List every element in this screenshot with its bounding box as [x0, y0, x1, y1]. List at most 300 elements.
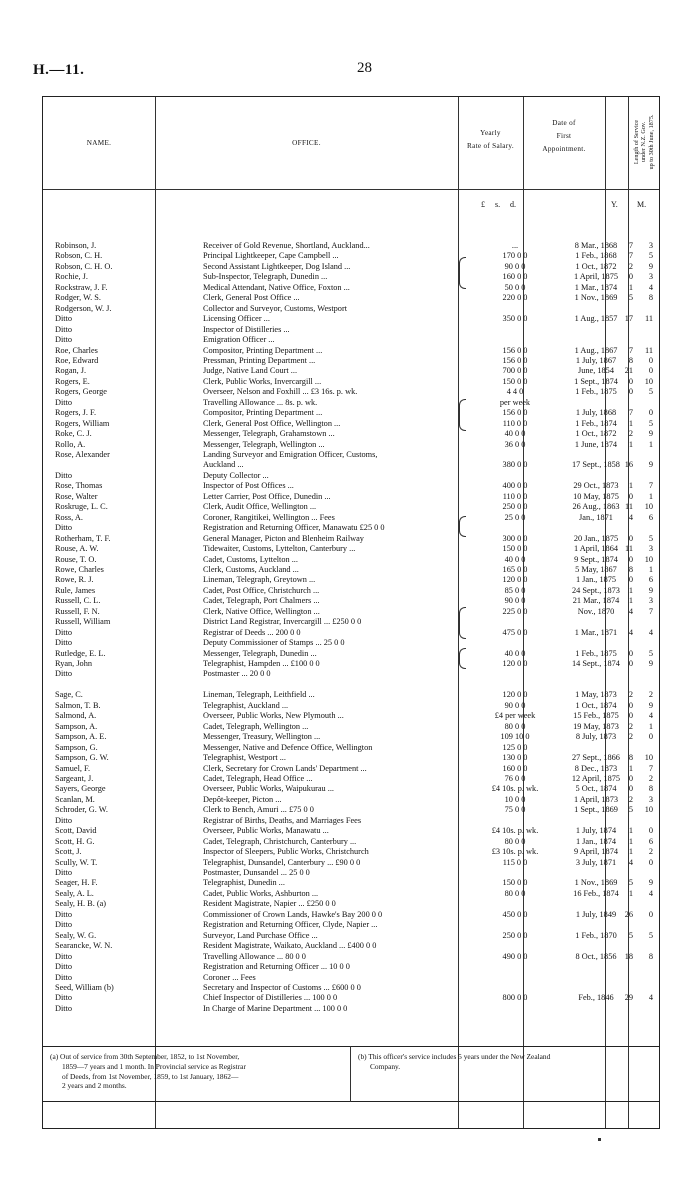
table-row: [43, 920, 659, 930]
group-brace: [459, 257, 466, 289]
months-cell: 6: [648, 575, 653, 585]
office-cell: Secretary and Inspector of Customs ... £600 0 0: [203, 982, 361, 992]
table-row: [43, 440, 659, 450]
unit-shillings: s.: [495, 200, 501, 209]
group-brace: [459, 648, 466, 669]
table-row: [43, 983, 659, 993]
salary-cell: 220 0 0: [502, 293, 528, 303]
footnote-divider: [350, 1046, 351, 1102]
name-cell: Rogers, E.: [55, 376, 90, 386]
salary-cell: 10 0 0: [504, 794, 526, 804]
months-cell: 10: [644, 376, 653, 386]
months-cell: 2: [648, 773, 653, 783]
date-cell: 1 Nov., 1869: [574, 878, 618, 888]
date-cell: 14 Sept., 1874: [572, 659, 620, 668]
office-cell: Inspector of Post Offices ...: [203, 481, 294, 491]
years-cell: 18: [624, 951, 633, 961]
date-cell: 1 Feb., 1870: [575, 930, 617, 940]
salary-cell: 800 0 0: [502, 993, 528, 1003]
months-cell: 10: [644, 753, 653, 763]
date-cell: 1 Oct., 1872: [575, 429, 617, 439]
table-row: [43, 805, 659, 815]
salary-cell: 36 0 0: [504, 439, 526, 449]
years-cell: 5: [628, 930, 633, 940]
table-row: [43, 899, 659, 909]
salary-cell: 150 0 0: [502, 376, 528, 386]
name-cell: Ditto: [55, 324, 73, 334]
months-cell: 5: [648, 387, 653, 397]
years-cell: 1: [628, 763, 633, 773]
months-cell: 6: [648, 836, 653, 846]
months-cell: 7: [648, 481, 653, 491]
salary-cell: 156 0 0: [502, 345, 528, 355]
months-cell: 9: [648, 659, 653, 668]
office-cell: Coroner, Rangitikei, Wellington ... Fees: [203, 512, 335, 522]
date-cell: 9 Sept., 1874: [574, 554, 618, 564]
name-cell: Rutledge, E. L.: [55, 648, 106, 658]
date-cell: 9 April, 1874: [573, 847, 619, 857]
office-cell: Principal Lightkeeper, Cape Campbell ...: [203, 251, 339, 261]
salary-cell: 90 0 0: [504, 261, 526, 271]
months-cell: 3: [648, 544, 653, 554]
date-cell: 1 Sept., 1874: [574, 376, 618, 386]
salary-cell: 125 0 0: [502, 742, 528, 752]
name-cell: Salmond, A.: [55, 711, 97, 721]
office-cell: Inspector of Distilleries ...: [203, 324, 290, 334]
name-cell: Ross, A.: [55, 512, 83, 522]
salary-cell: 75 0 0: [504, 805, 526, 815]
office-cell: General Manager, Picton and Blenheim Railway: [203, 533, 364, 543]
table-row: [43, 586, 659, 596]
salary-cell: 80 0 0: [504, 721, 526, 731]
date-cell: 1 Nov., 1869: [574, 293, 618, 303]
salary-cell: 165 0 0: [502, 564, 528, 574]
years-cell: 1: [628, 439, 633, 449]
table-row: [43, 293, 659, 303]
table-row: [43, 858, 659, 868]
name-cell: Ditto: [55, 909, 73, 919]
name-cell: Rose, Thomas: [55, 481, 103, 491]
months-cell: 8: [648, 951, 653, 961]
name-cell: Ditto: [55, 993, 73, 1003]
office-cell: Second Assistant Lightkeeper, Dog Island ...: [203, 261, 351, 271]
months-cell: 3: [648, 596, 653, 606]
name-cell: Ryan, John: [55, 659, 93, 668]
table-row: [43, 534, 659, 544]
table-row: [43, 617, 659, 627]
office-cell: Cadet, Telegraph, Head Office ...: [203, 773, 313, 783]
date-cell: 1 Oct., 1872: [575, 261, 617, 271]
months-cell: 9: [648, 429, 653, 439]
table-row: [43, 784, 659, 794]
date-header-line: Date of: [552, 119, 576, 127]
years-cell: 4: [628, 857, 633, 867]
months-cell: 11: [645, 345, 653, 355]
years-cell: 1: [628, 481, 633, 491]
name-cell: Rose, Alexander: [55, 450, 110, 459]
name-cell: Sealy, H. B. (a): [55, 899, 107, 909]
page-number: 28: [357, 60, 372, 76]
table-row: [43, 304, 659, 314]
footnote-line: Company.: [370, 1061, 401, 1071]
salary-cell: 156 0 0: [502, 355, 528, 365]
years-cell: 5: [628, 293, 633, 303]
years-cell: 8: [628, 753, 633, 763]
name-cell: Ditto: [55, 314, 73, 324]
table-row: [43, 460, 659, 470]
salary-cell: 160 0 0: [502, 763, 528, 773]
years-cell: 0: [628, 648, 633, 658]
date-cell: 5 May, 1867: [575, 564, 617, 574]
office-cell: Telegraphist, Auckland ...: [203, 700, 289, 710]
date-cell: 1 April, 1873: [573, 794, 619, 804]
date-cell: 27 Sept., 1866: [572, 753, 620, 763]
months-cell: 0: [648, 857, 653, 867]
salary-cell: 156 0 0: [502, 408, 528, 418]
office-cell: Depôt-keeper, Picton ...: [203, 794, 282, 804]
name-cell: Sargeant, J.: [55, 773, 94, 783]
table-row: [43, 481, 659, 491]
months-cell: 1: [648, 439, 653, 449]
unit-pence: d.: [510, 200, 516, 209]
name-cell: Rouse, A. W.: [55, 544, 99, 554]
office-cell: Messenger, Telegraph, Wellington ...: [203, 439, 325, 449]
salary-cell: 109 10 0: [500, 732, 530, 742]
table-row: [43, 575, 659, 585]
salary-cell: 40 0 0: [504, 648, 526, 658]
office-cell: Deputy Collector ...: [203, 470, 269, 480]
table-row: [43, 366, 659, 376]
name-cell: Robinson, J.: [55, 241, 97, 250]
date-cell: 1 Feb., 1875: [575, 648, 617, 658]
months-cell: 6: [648, 512, 653, 522]
salary-cell: £4 10s. p. wk.: [491, 826, 539, 836]
date-cell: 3 July, 1871: [575, 857, 617, 867]
months-cell: 0: [648, 366, 653, 376]
name-cell: Sampson, A.: [55, 721, 98, 731]
months-cell: 9: [648, 585, 653, 595]
name-cell: Seager, H. F.: [55, 878, 98, 888]
name-cell: Scott, David: [55, 826, 97, 836]
group-brace: [459, 516, 466, 537]
months-cell: 8: [648, 293, 653, 303]
name-cell: Robson, C. H.: [55, 251, 103, 261]
years-cell: 2: [628, 732, 633, 742]
years-cell: 0: [628, 784, 633, 794]
date-cell: Nov., 1870: [577, 606, 615, 616]
table-row: [43, 764, 659, 774]
unit-pounds: £: [481, 200, 485, 209]
table-row: [43, 889, 659, 899]
years-cell: 16: [624, 460, 633, 470]
table-row: [43, 346, 659, 356]
months-cell: 1: [648, 721, 653, 731]
table-row: [43, 314, 659, 324]
office-cell: Lineman, Telegraph, Leithfield ...: [203, 690, 315, 700]
months-cell: 2: [648, 847, 653, 857]
office-cell: Cadet, Public Works, Ashburton ...: [203, 888, 319, 898]
office-cell: Messenger, Native and Defence Office, Wellington: [203, 742, 373, 752]
table-row: [43, 701, 659, 711]
salary-cell: £3 10s. p. wk.: [491, 847, 539, 857]
service-header-line: under N.Z. Gov.: [640, 121, 648, 163]
office-cell: Registrar of Deeds ... 200 0 0: [203, 627, 301, 637]
name-cell: Seed, William (b): [55, 982, 114, 992]
office-cell: Messenger, Telegraph, Dunedin ...: [203, 648, 317, 658]
years-cell: 0: [628, 575, 633, 585]
office-cell: Cadet, Telegraph, Port Chalmers ...: [203, 596, 320, 606]
date-cell: 8 July, 1873: [575, 732, 617, 742]
years-cell: 1: [628, 282, 633, 292]
months-cell: 4: [648, 282, 653, 292]
months-cell: 7: [648, 763, 653, 773]
years-cell: 21: [624, 366, 633, 376]
name-cell: Ditto: [55, 397, 73, 407]
months-cell: 5: [648, 648, 653, 658]
months-cell: 0: [648, 355, 653, 365]
date-cell: 1 Feb., 1875: [575, 387, 617, 397]
salary-cell: 150 0 0: [502, 878, 528, 888]
office-cell: Messenger, Treasury, Wellington ...: [203, 732, 321, 742]
years-cell: 0: [628, 711, 633, 721]
months-cell: 0: [648, 826, 653, 836]
office-cell: Coroner ... Fees: [203, 972, 256, 982]
office-cell: Collector and Surveyor, Customs, Westport: [203, 303, 348, 313]
date-cell: June, 1854: [578, 366, 614, 376]
name-cell: Ditto: [55, 470, 73, 480]
salary-cell: 120 0 0: [502, 659, 528, 668]
date-cell: 12 April, 1875: [571, 773, 621, 783]
months-cell: 10: [644, 502, 653, 512]
months-cell: 3: [648, 241, 653, 250]
months-cell: 5: [648, 930, 653, 940]
years-cell: 1: [628, 836, 633, 846]
salary-cell: 130 0 0: [502, 753, 528, 763]
table-row: [43, 565, 659, 575]
salary-cell: 80 0 0: [504, 888, 526, 898]
office-cell: Telegraphist, Dunsandel, Canterbury ... £90 0 0: [203, 857, 361, 867]
years-cell: 1: [628, 847, 633, 857]
years-cell: 17: [624, 314, 633, 324]
table-row: [43, 878, 659, 888]
office-cell: Registration and Returning Officer ... 10 0 0: [203, 962, 350, 972]
table-row: [43, 398, 659, 408]
date-cell: 1 Oct., 1874: [575, 700, 617, 710]
years-cell: 7: [628, 408, 633, 418]
date-cell: 1 Jan., 1875: [575, 575, 617, 585]
office-cell: In Charge of Marine Department ... 100 0 0: [203, 1003, 348, 1013]
footnote-line: 2 years and 2 months.: [62, 1081, 127, 1091]
table-row: [43, 272, 659, 282]
document-series: H.—11.: [33, 62, 85, 78]
name-cell: Ditto: [55, 815, 73, 825]
date-cell: 8 Mar., 1868: [574, 241, 618, 250]
years-cell: 29: [624, 993, 633, 1003]
years-cell: 1: [628, 888, 633, 898]
table-row: [43, 638, 659, 648]
table-row: [43, 408, 659, 418]
years-cell: 1: [628, 585, 633, 595]
name-cell: Scott, J.: [55, 847, 82, 857]
months-cell: 3: [648, 272, 653, 282]
years-cell: 7: [628, 251, 633, 261]
salary-cell: 76 0 0: [504, 773, 526, 783]
table-row: [43, 283, 659, 293]
group-brace: [459, 607, 466, 639]
table-row: [43, 450, 659, 460]
office-cell: Compositor, Printing Department ...: [203, 408, 323, 418]
salary-cell: £4 10s. p. wk.: [491, 784, 539, 794]
years-cell: 26: [624, 909, 633, 919]
name-cell: Sage, C.: [55, 690, 83, 700]
table-row: [43, 241, 659, 251]
years-cell: 5: [628, 878, 633, 888]
date-cell: 5 Oct., 1874: [575, 784, 617, 794]
salary-cell: 50 0 0: [504, 282, 526, 292]
months-cell: 0: [648, 732, 653, 742]
months-cell: 9: [648, 700, 653, 710]
service-header-line: Length of Service: [632, 119, 640, 165]
date-cell: 1 June, 1874: [574, 439, 618, 449]
name-cell: Rodgerson, W. J.: [55, 303, 112, 313]
date-cell: 1 Sept., 1869: [574, 805, 618, 815]
years-cell: 2: [628, 794, 633, 804]
office-cell: Resident Magistrate, Napier ... £250 0 0: [203, 899, 336, 909]
date-cell: 8 Oct., 1856: [575, 951, 617, 961]
table-row: [43, 711, 659, 721]
office-cell: District Land Registrar, Invercargill ... £250 0 0: [203, 617, 362, 627]
table-row: [43, 952, 659, 962]
table-row: [43, 628, 659, 638]
salary-cell: ...: [511, 241, 519, 250]
months-cell: 4: [648, 888, 653, 898]
header-rule: [43, 189, 659, 190]
name-cell: Rodger, W. S.: [55, 293, 101, 303]
years-cell: 11: [625, 502, 633, 512]
date-cell: 26 Aug., 1863: [572, 502, 620, 512]
months-cell: 10: [644, 554, 653, 564]
date-cell: 20 Jan., 1875: [573, 533, 619, 543]
name-cell: Robson, C. H. O.: [55, 261, 113, 271]
years-cell: 0: [628, 773, 633, 783]
date-cell: 15 Feb., 1875: [573, 711, 619, 721]
group-brace: [459, 399, 466, 431]
unit-years: Y.: [611, 200, 618, 209]
name-cell: Scanlan, M.: [55, 794, 95, 804]
name-cell: Ditto: [55, 868, 73, 877]
months-cell: 1: [648, 564, 653, 574]
table-row: [43, 659, 659, 669]
table-row: [43, 868, 659, 878]
months-cell: 10: [644, 805, 653, 815]
salary-cell: 85 0 0: [504, 585, 526, 595]
name-cell: Rogers, William: [55, 418, 110, 428]
months-cell: 2: [648, 690, 653, 700]
date-cell: Jan., 1871: [579, 512, 613, 522]
table-row: [43, 492, 659, 502]
name-cell: Scott, H. G.: [55, 836, 95, 846]
table-row: [43, 826, 659, 836]
name-cell: Ditto: [55, 962, 73, 972]
page-mark: [598, 1138, 601, 1141]
office-cell: Chief Inspector of Distilleries ... 100 0 0: [203, 993, 338, 1003]
years-cell: 2: [628, 690, 633, 700]
months-cell: 1: [648, 491, 653, 501]
name-cell: Rose, Walter: [55, 491, 98, 501]
footnote-line: (b) This officer's service includes 5 years under the New Zealand: [358, 1052, 551, 1061]
salary-cell: 400 0 0: [502, 481, 528, 491]
table-row: [43, 816, 659, 826]
date-cell: 1 Feb., 1868: [575, 251, 617, 261]
footnote-b: [358, 1052, 653, 1072]
years-cell: 7: [628, 241, 633, 250]
date-cell: 1 July, 1867: [575, 355, 617, 365]
salary-cell: 4 4 0: [506, 387, 524, 397]
office-cell: Postmaster ... 20 0 0: [203, 669, 271, 679]
months-cell: 4: [648, 993, 653, 1003]
office-cell: Clerk, Public Works, Invercargill ...: [203, 376, 322, 386]
table-row: [43, 262, 659, 272]
salary-cell: 170 0 0: [502, 251, 528, 261]
office-cell: Licensing Officer ...: [203, 314, 270, 324]
office-cell: Landing Surveyor and Emigration Officer, Customs,: [203, 450, 378, 459]
office-cell: Letter Carrier, Post Office, Dunedin ...: [203, 491, 331, 501]
months-cell: 5: [648, 251, 653, 261]
office-cell: Compositor, Printing Department ...: [203, 345, 323, 355]
salary-cell: 90 0 0: [504, 596, 526, 606]
salary-cell: 40 0 0: [504, 554, 526, 564]
table-row: [43, 941, 659, 951]
name-cell: Scully, W. T.: [55, 857, 98, 867]
name-cell: Ditto: [55, 920, 73, 930]
table-row: [43, 743, 659, 753]
name-cell: Rogers, George: [55, 387, 107, 397]
salary-cell: 250 0 0: [502, 930, 528, 940]
office-cell: Cadet, Telegraph, Wellington ...: [203, 721, 309, 731]
name-cell: Schroder, G. W.: [55, 805, 108, 815]
name-cell: Ditto: [55, 638, 73, 648]
office-cell: Cadet, Telegraph, Christchurch, Canterbury ...: [203, 836, 357, 846]
months-cell: 4: [648, 711, 653, 721]
table-row: [43, 847, 659, 857]
office-cell: Judge, Native Land Court ...: [203, 366, 298, 376]
name-cell: Salmon, T. B.: [55, 700, 101, 710]
name-cell: Samuel, F.: [55, 763, 91, 773]
table-row: [43, 377, 659, 387]
date-cell: 1 July, 1849: [575, 909, 617, 919]
months-cell: 3: [648, 794, 653, 804]
office-cell: Cadet, Customs, Lyttelton ...: [203, 554, 298, 564]
name-cell: Rollo, A.: [55, 439, 86, 449]
name-cell: Sayers, George: [55, 784, 106, 794]
years-cell: 0: [628, 387, 633, 397]
table-row: [43, 429, 659, 439]
months-cell: 4: [648, 627, 653, 637]
table-row: [43, 649, 659, 659]
years-cell: 4: [628, 512, 633, 522]
salary-cell: 380 0 0: [502, 460, 528, 470]
office-cell: Travelling Allowance ... 80 0 0: [203, 951, 306, 961]
table-row: [43, 502, 659, 512]
table-row: [43, 387, 659, 397]
salary-cell: 700 0 0: [502, 366, 528, 376]
service-header-line: up to 30th June, 1875.: [647, 114, 655, 170]
name-cell: Sampson, A. E.: [55, 732, 107, 742]
col-header-name: NAME.: [86, 139, 112, 147]
name-cell: Rochie, J.: [55, 272, 88, 282]
years-cell: 1: [628, 826, 633, 836]
salary-cell: 80 0 0: [504, 836, 526, 846]
